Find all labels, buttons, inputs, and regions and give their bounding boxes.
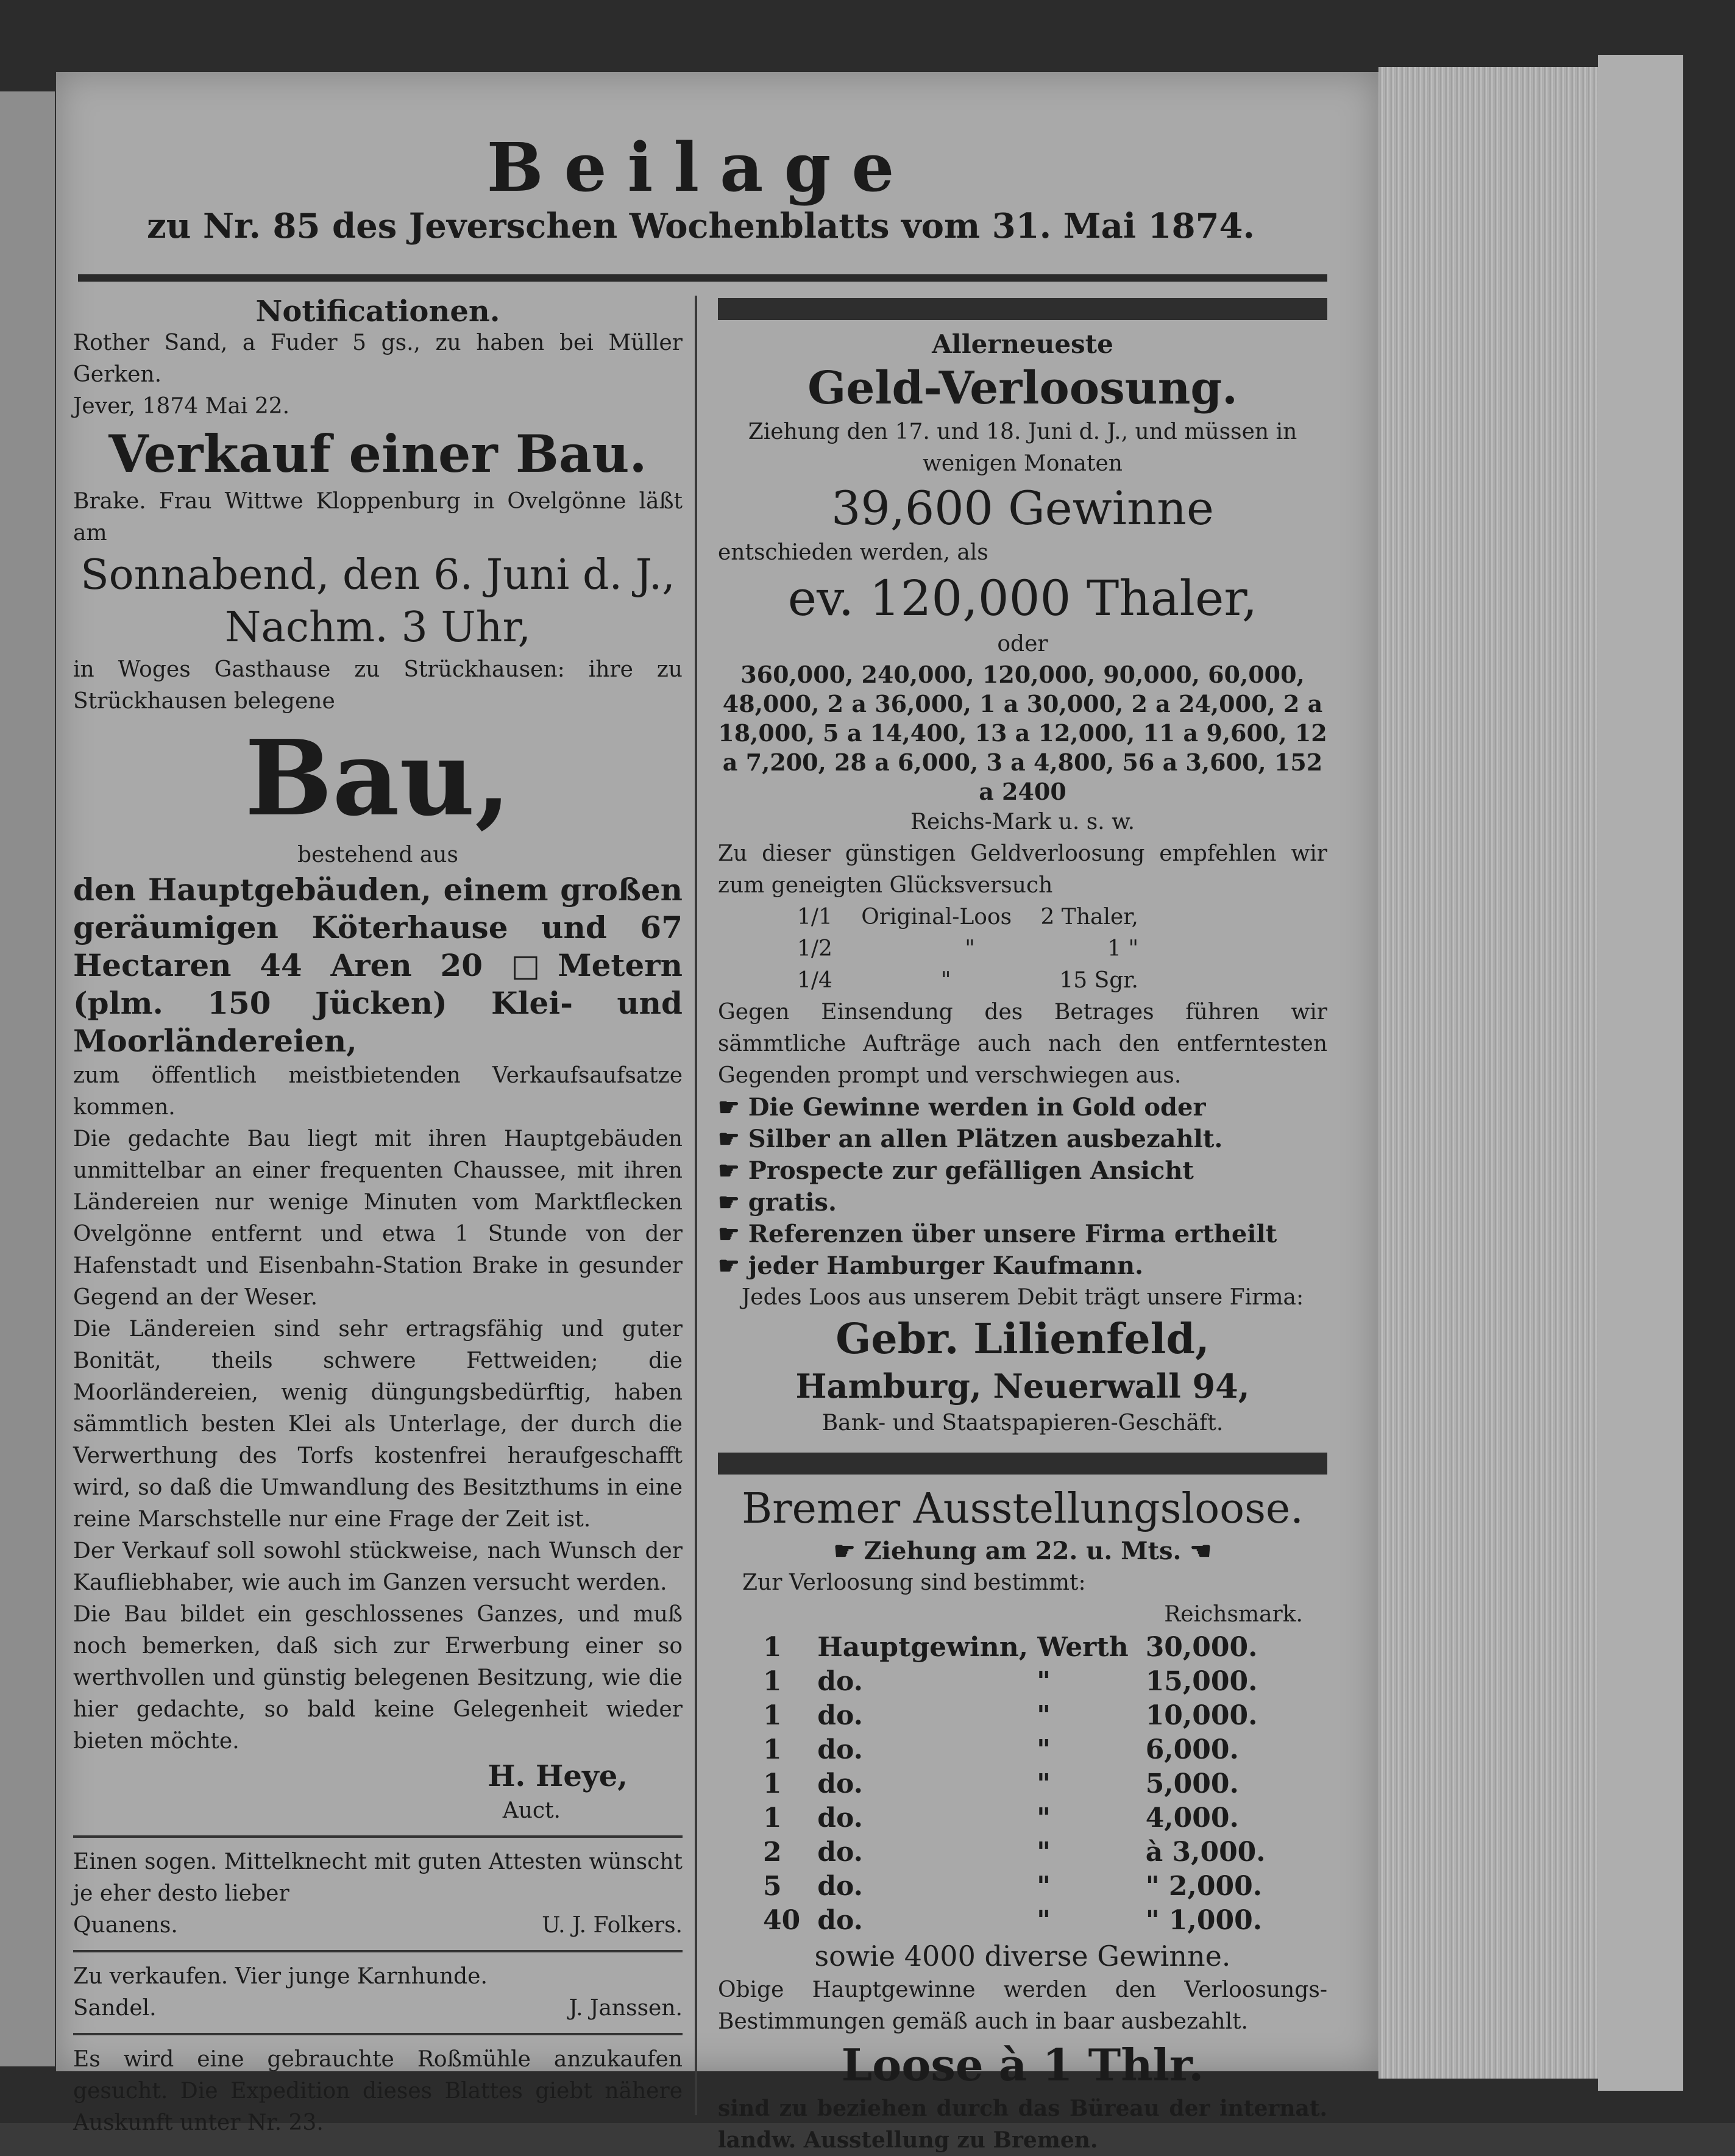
reichsmark-text: Reichs-Mark u. s. w. xyxy=(910,809,1135,834)
ad-servant: Einen sogen. Mittelknecht mit guten Attesten wünscht je eher desto lieber xyxy=(73,1849,683,1906)
supplement-title: Beilage xyxy=(486,128,915,207)
pointing-hand-icon: ☛ xyxy=(718,1156,748,1185)
pointing-hand-icon: ☛ xyxy=(718,1093,748,1122)
payout-text: Obige Hauptgewinne werden den Verloosungs-Bestimmungen gemäß auch in baar ausbezahlt. xyxy=(718,1977,1327,2034)
page-stack-edges xyxy=(1378,67,1598,2079)
ad-dogs: Zu verkaufen. Vier junge Karnhunde. xyxy=(73,1964,488,1989)
heavy-rule xyxy=(718,298,1327,320)
top-prize: ev. 120,000 Thaler, xyxy=(787,570,1258,627)
ad-mill: Es wird eine gebrauchte Roßmühle anzukaufen gesucht. Die Expedition dieses Blattes giebt nähere Auskunft unter Nr. 23. xyxy=(73,2047,683,2135)
bullet-line: ☛ Die Gewinne werden in Gold oder xyxy=(718,1093,1206,1122)
signature: H. Heye, xyxy=(488,1759,628,1793)
left-page-edge xyxy=(0,91,55,2066)
divider xyxy=(73,1950,683,1952)
firm-address: Hamburg, Neuerwall 94, xyxy=(795,1367,1250,1406)
place-text: in Woges Gasthause zu Strückhausen: ihre zu Strückhausen belegene xyxy=(73,657,683,714)
prize-count: 39,600 Gewinne xyxy=(831,481,1214,535)
ticket-row xyxy=(797,933,1138,965)
pointing-hand-icon: ☛ xyxy=(718,1220,748,1248)
ticket-row xyxy=(797,965,1138,997)
decided-text: entschieden werden, als xyxy=(718,540,988,565)
signature-title: Auct. xyxy=(502,1798,561,1823)
ad-servant-footer xyxy=(73,1910,683,1941)
divider xyxy=(73,1835,683,1838)
ticket-prices xyxy=(797,902,1327,997)
lottery-heading: Geld-Verloosung. xyxy=(807,362,1238,414)
right-column xyxy=(718,296,1327,2156)
firm-name: Gebr. Lilienfeld, xyxy=(836,1315,1210,1364)
sale-paragraph-5: Die Bau bildet ein geschlossenes Ganzes, und muß noch bemerken, daß sich zur Erwerbung einer so werthvollen und günstig belegenen Besitzung, wie die hier gedachte, so bald keine Gelegenheit wieder bieten möchte. xyxy=(73,1602,683,1754)
sale-paragraph-3: Die Ländereien sind sehr ertragsfähig und guter Bonität, theils schwere Fettweiden; die Moorländereien, wenig düngungsbedürftig, haben sämmtlich besten Klei als Unterlage, der durch die Verwerthung des Torfs kostenfrei heraufgeschafft wird, so daß die Umwandlung des Besitzthums in eine reine Marschstelle nur eine Frage der Zeit ist. xyxy=(73,1317,683,1532)
prize-table xyxy=(754,1631,1274,1938)
bullet-line: ☛ gratis. xyxy=(718,1188,837,1217)
ad-dogs-footer xyxy=(73,1993,683,2024)
sale-date: Sonnabend, den 6. Juni d. J., xyxy=(80,551,675,599)
header-rule xyxy=(78,274,1327,282)
table-row: 1 do. " 4,000. xyxy=(763,1802,1239,1834)
ticket-fraction: 1/2 xyxy=(797,936,832,961)
ticket-price-heading: Loose à 1 Thlr. xyxy=(841,2039,1204,2091)
brake-text: Brake. Frau Wittwe Kloppenburg in Ovelgönne läßt am xyxy=(73,489,683,546)
bullet-line: ☛ jeder Hamburger Kaufmann. xyxy=(718,1251,1144,1280)
page-content xyxy=(67,128,1335,2153)
ticket-price: 15 Sgr. xyxy=(1059,968,1138,993)
firm-description: Bank- und Staatspapieren-Geschäft. xyxy=(821,1411,1224,1436)
ad-dogs-name: J. Janssen. xyxy=(569,1996,683,2021)
lottery-bullets xyxy=(718,1092,1327,1282)
availability-text: sind zu beziehen durch das Büreau der internat. landw. Ausstellung zu Bremen. xyxy=(718,2096,1327,2153)
sale-time: Nachm. 3 Uhr, xyxy=(224,603,531,652)
supplement-subtitle: zu Nr. 85 des Jeverschen Wochenblatts vom 31. Mai 1874. xyxy=(146,206,1255,246)
pointing-hand-icon: ☛ xyxy=(718,1125,748,1153)
other-prizes: sowie 4000 diverse Gewinne. xyxy=(814,1940,1231,1973)
divider xyxy=(73,2033,683,2035)
notifications-heading: Notificationen. xyxy=(255,294,500,329)
ticket-price: 1 " xyxy=(1107,936,1138,961)
table-row: 40 do. " " 1,000. xyxy=(763,1905,1263,1936)
ad-servant-name: U. J. Folkers. xyxy=(542,1913,683,1938)
pointing-hand-icon: ☛ xyxy=(833,1537,864,1565)
ad-servant-place: Quanens. xyxy=(73,1913,178,1938)
ticket-name: " xyxy=(940,968,951,993)
bullet-line: ☛ Referenzen über unsere Firma ertheilt xyxy=(718,1220,1277,1248)
bremen-drawing: ☛ Ziehung am 22. u. Mts. ☚ xyxy=(833,1537,1212,1565)
ticket-price: 2 Thaler, xyxy=(1040,905,1138,930)
recommend-text: Zu dieser günstigen Geldverloosung empfehlen wir zum geneigten Glücksversuch xyxy=(718,841,1327,898)
reichsmark-column-header: Reichsmark. xyxy=(1164,1602,1303,1627)
sale-paragraph-2: Die gedachte Bau liegt mit ihren Hauptgebäuden unmittelbar an einer frequenten Chaussee, mit ihren Ländereien nur wenige Minuten vom Marktflecken Ovelgönne entfernt und etwa 1 Stunde von der Hafenstadt und Eisenbahn-Station Brake in gesunder Gegend an der Weser. xyxy=(73,1126,683,1310)
ticket-name: Original-Loos xyxy=(861,905,1012,930)
consisting-of: bestehend aus xyxy=(297,842,458,867)
table-row: 1 do. " 6,000. xyxy=(763,1734,1239,1765)
table-row: 1 do. " 10,000. xyxy=(763,1700,1258,1731)
drawing-dates: Ziehung den 17. und 18. Juni d. J., und müssen in wenigen Monaten xyxy=(748,419,1297,476)
pointing-hand-icon: ☛ xyxy=(718,1188,748,1217)
or-text: oder xyxy=(997,632,1048,656)
bremen-intro: Zur Verloosung sind bestimmt: xyxy=(742,1570,1086,1595)
property-description: den Hauptgebäuden, einem großen geräumigen Köterhause und 67 Hectaren 44 Aren 20 □Metern (plm. 150 Jücken) Klei- und Moorländereien, xyxy=(73,872,683,1059)
table-row: 1 Hauptgewinn, Werth 30,000. xyxy=(763,1632,1258,1663)
bullet-line: ☛ Prospecte zur gefälligen Ansicht xyxy=(718,1156,1194,1185)
ticket-name: " xyxy=(965,936,975,961)
column-divider xyxy=(695,296,697,2115)
firm-intro: Jedes Loos aus unserem Debit trägt unsere Firma: xyxy=(741,1285,1304,1310)
ticket-fraction: 1/1 xyxy=(797,905,832,930)
bullet-line: ☛ Silber an allen Plätzen ausbezahlt. xyxy=(718,1125,1223,1153)
sale-paragraph-4: Der Verkauf soll sowohl stückweise, nach Wunsch der Kaufliebhaber, wie auch im Ganzen versucht werden. xyxy=(73,1539,683,1595)
table-row: 5 do. " " 2,000. xyxy=(763,1871,1263,1902)
prize-amounts: 360,000, 240,000, 120,000, 90,000, 60,000, 48,000, 2 a 36,000, 1 a 30,000, 2 a 24,000, 2 a 18,000, 5 a 14,400, 13 a 12,000, 11 a 9,600, 12 a 7,200, 28 a 6,000, 3 a 4,800, 56 a 3,600, 152 a 2400 xyxy=(718,661,1327,805)
notification-date: Jever, 1874 Mai 22. xyxy=(73,394,290,419)
book-cover xyxy=(1598,55,1683,2091)
heavy-rule xyxy=(718,1453,1327,1475)
table-row: 1 do. " 5,000. xyxy=(763,1768,1239,1799)
notification-text: Rother Sand, a Fuder 5 gs., zu haben bei Müller Gerken. xyxy=(73,330,683,387)
ticket-fraction: 1/4 xyxy=(797,968,832,993)
pointing-hand-icon: ☚ xyxy=(1181,1537,1212,1565)
lottery-kicker: Allerneueste xyxy=(932,329,1113,359)
bau-heading: Bau, xyxy=(244,717,511,839)
remittance-text: Gegen Einsendung des Betrages führen wir sämmtliche Aufträge auch nach den entferntesten Gegenden prompt und verschwiegen aus. xyxy=(718,1000,1327,1088)
sale-heading: Verkauf einer Bau. xyxy=(108,424,647,484)
sale-paragraph-1: zum öffentlich meistbietenden Verkaufsaufsatze kommen. xyxy=(73,1063,683,1120)
ad-dogs-place: Sandel. xyxy=(73,1996,157,2021)
bremen-heading: Bremer Ausstellungsloose. xyxy=(742,1485,1304,1533)
left-column xyxy=(73,296,683,2139)
ticket-row xyxy=(797,902,1138,933)
pointing-hand-icon: ☛ xyxy=(718,1251,748,1280)
table-row: 2 do. " à 3,000. xyxy=(763,1837,1266,1868)
table-row: 1 do. " 15,000. xyxy=(763,1666,1258,1697)
